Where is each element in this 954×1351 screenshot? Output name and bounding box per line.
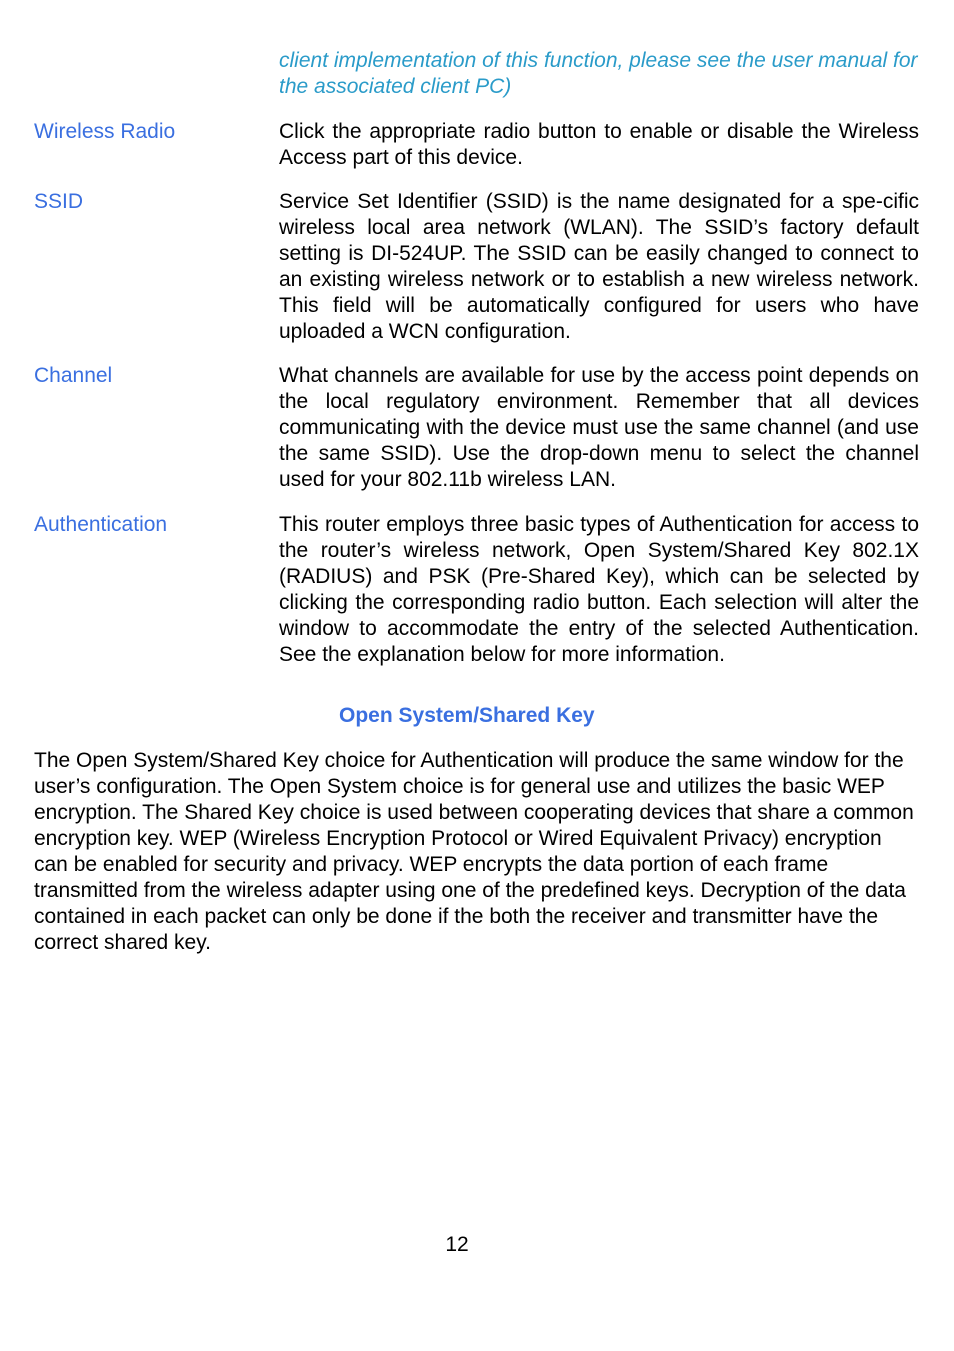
term-label: Authentication: [34, 513, 168, 536]
term-label: Channel: [34, 364, 113, 387]
term-description: This router employs three basic types of Authentication for access to the router’s wireless network, Open System/Shared Key 802.1X (RADIUS) and PSK (Pre-Shared Key), which can be selected by clicking the corresponding radio button. Each selection will alter the window to accommodate the entry of the selected Authentication. See the explanation below for more information.: [279, 513, 919, 666]
continued-note: client implementation of this function, please see the user manual for the associated client PC): [279, 49, 918, 98]
term-label: SSID: [34, 190, 84, 213]
term-description: What channels are available for use by the access point depends on the local regulatory environment. Remember that all devices communicating with the device must use the same channel (and use the same SSID). Use the drop-down menu to select the channel used for your 802.11b wireless LAN.: [279, 364, 919, 491]
term-description: Click the appropriate radio button to enable or disable the Wireless Access part of this device.: [279, 120, 919, 169]
term-label: Wireless Radio: [34, 120, 176, 143]
section-paragraph: The Open System/Shared Key choice for Authentication will produce the same window for the user’s configuration. The Open System choice is for general use and utilizes the basic WEP encryption. The Shared Key choice is used between cooperating devices that share a common encryption key. WEP (Wireless Encryption Protocol or Wired Equivalent Privacy) encryption can be enabled for security and privacy. WEP encrypts the data portion of each frame transmitted from the wireless adapter using one of the predefined keys. Decryption of the data contained in each packet can only be done if the both the receiver and transmitter have the correct shared key.: [34, 749, 914, 954]
term-description: Service Set Identifier (SSID) is the name designated for a spe-cific wireless local area network (WLAN). The SSID’s factory default setting is DI-524UP. The SSID can be easily changed to connect to an existing wireless network or to establish a new wireless network. This field will be automatically configured for users who have uploaded a WCN configuration.: [279, 190, 919, 343]
section-heading: Open System/Shared Key: [339, 704, 595, 727]
page-number: 12: [445, 1233, 469, 1256]
